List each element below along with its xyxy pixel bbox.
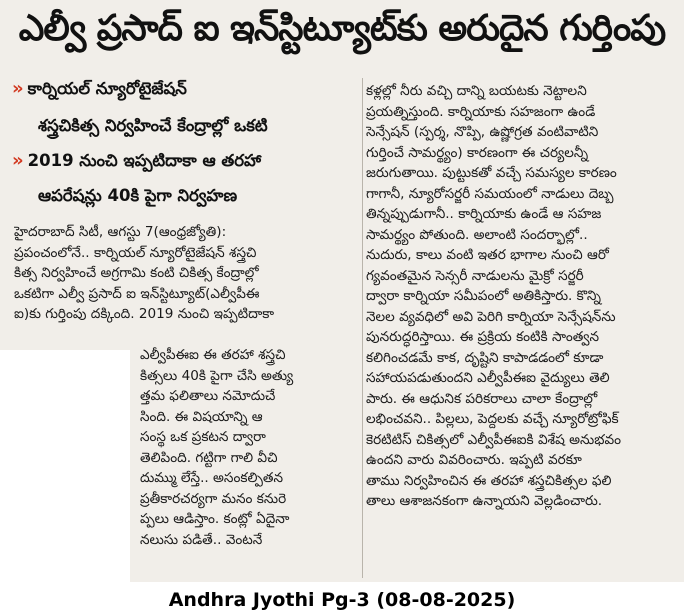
- article-narrow-column: [140, 345, 358, 550]
- text-line: ఐ)కు గుర్తింపు దక్కింది. 2019 నుంచి ఇప్పటిదాకా: [14, 306, 275, 322]
- text-line: నలుసు పడితే.. వెంటనే: [140, 531, 263, 548]
- text-line: లభించవని.. పిల్లలు, పెద్దలకు వచ్చే న్యూరోట్రోఫిక్: [366, 411, 619, 427]
- subhead-2: [12, 150, 357, 174]
- text-line: తాము నిర్వహించిన ఈ తరహా శస్త్రచికిత్సల ఫలి: [366, 472, 612, 489]
- text-line: ఒకటిగా ఎల్వీ ప్రసాద్ ఐ ఇన్‌స్టిట్యూట్(ఎల్వీపీఈ: [14, 285, 260, 302]
- subhead-1-line-2: శస్త్రచికిత్స నిర్వహించే కేంద్రాల్లో ఒకటి: [38, 116, 268, 135]
- text-line: పునరుద్ధరిస్తాయి. ఈ ప్రక్రియ కంటికి సాంత్వన: [366, 329, 600, 345]
- text-line: గుర్తించే సామర్థ్యం) కారణంగా ఈ చర్యలన్నీ: [366, 144, 589, 161]
- headline: ఎల్వీ ప్రసాద్ ఐ ఇన్‌స్టిట్యూట్‌కు అరుదైన గుర్తింపు: [18, 8, 666, 49]
- text-line: త్తమ ఫలితాలు నమోదుచే: [140, 388, 276, 404]
- double-arrow-icon: »: [12, 150, 24, 171]
- clipping-cutout: [0, 350, 130, 582]
- text-line: ప్రయత్నిస్తుంది. కార్నియాకు సహజంగా ఉండే: [366, 103, 596, 120]
- text-line: తిన్నప్పుడుగానీ.. కార్నియాకు ఉండే ఆ సహజ: [366, 206, 602, 222]
- text-line: నుదురు, కాలు వంటి ఇతర భాగాల నుంచి ఆరో: [366, 247, 609, 263]
- text-line: నెలల వ్యవధిలో అవి పెరిగి కార్నియా సెన్సేషన్‌ను: [366, 308, 616, 325]
- text-line: జరుగుతాయి. పుట్టుకతో వచ్చే సమస్యల కారణం: [366, 165, 617, 181]
- text-line: ఉందని వారు వివరించారు. ఇప్పటి వరకూ: [366, 452, 582, 468]
- subhead-2-line-1: 2019 నుంచి ఇప్పటిదాకా ఆ తరహా: [27, 151, 262, 170]
- text-line: సామర్థ్యం పోతుంది. అలాంటి సందర్భాల్లో..: [366, 226, 588, 243]
- text-line: సింది. ఈ విషయాన్ని ఆ: [140, 408, 263, 425]
- text-line: ప్పలు ఆడిస్తాం. కంట్లో ఏదైనా: [140, 511, 290, 527]
- subhead-2-line-2: ఆపరేషన్లు 40కి పైగా నిర్వహణ: [38, 186, 238, 205]
- article-right-column: [366, 81, 678, 512]
- text-line: సంస్థ ఒక ప్రకటన ద్వారా: [140, 429, 266, 445]
- subhead-1: [12, 78, 357, 102]
- text-line: ఎల్వీపీఈఐ ఈ తరహా శస్త్రచి: [140, 347, 286, 363]
- text-line: కలిగించడమే కాక, దృష్టిని కాపాడడంలో కూడా: [366, 349, 604, 366]
- text-line: దుమ్ము లేస్తే.. అసంకల్పితన: [140, 470, 284, 486]
- text-line: గాగానీ, న్యూరోసర్జరీ సమయంలో నాడులు దెబ్బ: [366, 185, 614, 202]
- text-line: ప్రపంచంలోనే.. కార్నియల్ న్యూరోటైజేషన్ శస్త్రచి: [14, 244, 257, 261]
- column-divider: [362, 78, 363, 578]
- text-line: కిత్సలు 40కి పైగా చేసి అత్యు: [140, 367, 294, 384]
- source-caption: Andhra Jyothi Pg-3 (08-08-2025): [168, 589, 516, 611]
- text-line: సెన్సేషన్ (స్పర్శ, నొప్పి, ఉష్ణోగ్రత వంటివాటిని: [366, 124, 599, 140]
- text-line: గ్యవంతమైన సెన్సరీ నాడులను మైక్రో సర్జరీ: [366, 267, 584, 284]
- subhead-1-line-1: కార్నియల్ న్యూరోటైజేషన్: [27, 79, 187, 98]
- text-line: తాలు ఆశాజనకంగా ఉన్నాయని వెల్లడించారు.: [366, 493, 603, 509]
- article-left-column: [14, 222, 359, 325]
- double-arrow-icon: »: [12, 78, 24, 99]
- text-line: పారు. ఈ ఆధునిక పరికరాలు చాలా కేంద్రాల్లో: [366, 390, 598, 407]
- text-line: కళ్లల్లో నీరు వచ్చి దాన్ని బయటకు నెట్టాలని: [366, 83, 587, 99]
- text-line: కెరటిటిస్ చికిత్సలో ఎల్వీపీఈఐకి విశేష అనుభవం: [366, 431, 621, 448]
- text-line: ద్వారా కార్నియా సమీపంలో అతికిస్తారు. కొన్ని: [366, 288, 602, 304]
- text-line: సహాయపడుతుందని ఎల్వీపీఈఐ వైద్యులు తెలి: [366, 370, 610, 386]
- text-line: కిత్స నిర్వహించే అగ్రగామి కంటి చికిత్స కేంద్రాల్లో: [14, 265, 259, 281]
- text-line: తెలిపింది. గట్టిగా గాలి వీచి: [140, 449, 278, 466]
- text-line: హైదరాబాద్ సిటీ, ఆగస్టు 7(ఆంధ్రజ్యోతి):: [14, 224, 227, 240]
- text-line: ప్రతీకారచర్యగా మనం కనురె: [140, 490, 287, 507]
